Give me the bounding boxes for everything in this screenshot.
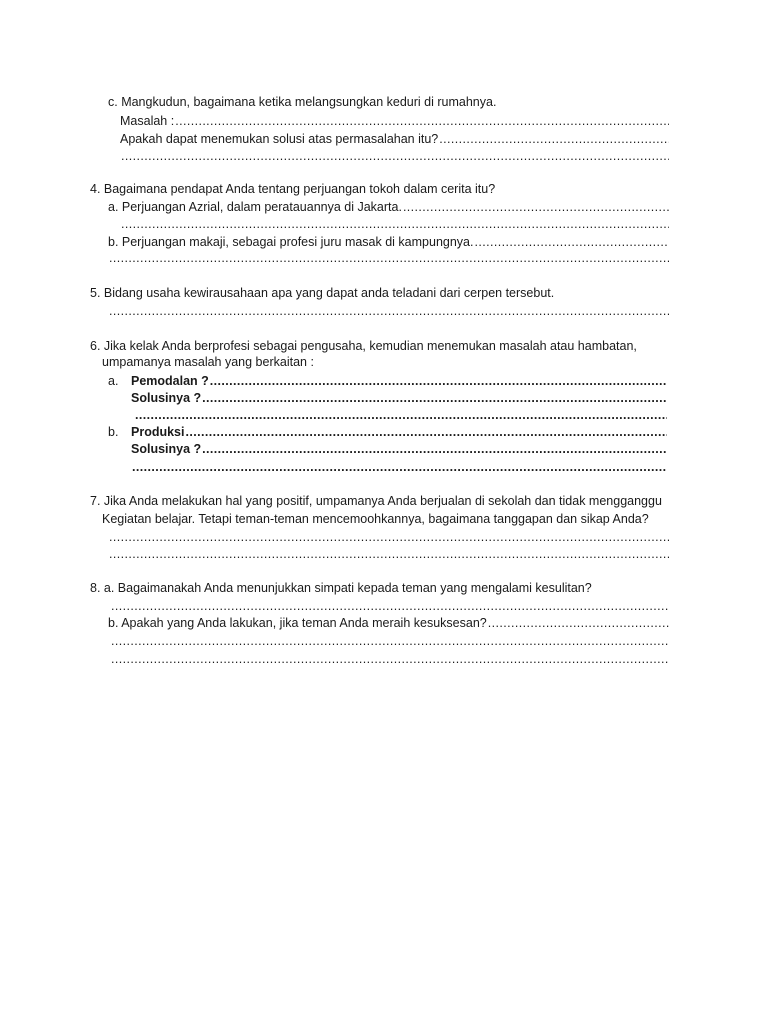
q4-b-line[interactable]: b. Perjuangan makaji, sebagai profesi juru masak di kampungnya. ..... — [108, 234, 669, 250]
q6-a-line[interactable]: a. Pemodalan ? ..... — [108, 373, 667, 389]
item-c-answer-line[interactable] — [120, 148, 669, 164]
q6-question-line1: 6. Jika kelak Anda berprofesi sebagai pengusaha, kemudian menemukan masalah atau hambatan, — [90, 339, 637, 353]
q6-b-solusi-line[interactable]: Solusinya ? ..... — [131, 441, 667, 457]
answer-dots — [403, 199, 669, 215]
answer-dots — [488, 615, 669, 631]
item-c-solusi-line[interactable]: Apakah dapat menemukan solusi atas permasalahan itu? ..... — [120, 131, 669, 147]
answer-dots — [111, 651, 669, 667]
answer-dots — [135, 407, 667, 423]
answer-dots — [121, 216, 669, 232]
answer-dots — [109, 546, 669, 562]
q6-b-answer-line[interactable] — [131, 459, 667, 475]
q6-a-answer-line[interactable] — [134, 407, 667, 423]
answer-dots — [202, 441, 667, 457]
q5-question: 5. Bidang usaha kewirausahaan apa yang dapat anda teladani dari cerpen tersebut. — [90, 286, 555, 300]
q6-question-line2: umpamanya masalah yang berkaitan : — [102, 355, 314, 369]
answer-dots — [111, 633, 669, 649]
item-c-masalah-line[interactable]: Masalah : ..... — [120, 113, 669, 129]
q8-a-answer-line[interactable] — [110, 598, 669, 614]
q8-a-question: 8. a. Bagaimanakah Anda menunjukkan simpati kepada teman yang mengalami kesulitan? — [90, 581, 592, 595]
answer-dots — [132, 459, 667, 475]
answer-dots — [111, 598, 669, 614]
q8-b-answer-line-2[interactable] — [110, 651, 669, 667]
answer-dots — [109, 303, 669, 319]
answer-dots — [109, 529, 669, 545]
q4-a-line[interactable]: a. Perjuangan Azrial, dalam peratauannya di Jakarta. ..... — [108, 199, 669, 215]
answer-dots — [475, 234, 670, 250]
answer-dots — [202, 390, 667, 406]
q4-question: 4. Bagaimana pendapat Anda tentang perjuangan tokoh dalam cerita itu? — [90, 182, 496, 196]
answer-dots — [186, 424, 668, 440]
q4-a-answer-line[interactable] — [120, 216, 669, 232]
q7-answer-line-1[interactable] — [108, 529, 669, 545]
q7-answer-line-2[interactable] — [108, 546, 669, 562]
item-c-question: c. Mangkudun, bagaimana ketika melangsungkan keduri di rumahnya. — [108, 95, 497, 109]
q6-b-line[interactable]: b. Produksi ..... — [108, 424, 667, 440]
q4-b-answer-line[interactable] — [108, 250, 669, 266]
q7-question-line1: 7. Jika Anda melakukan hal yang positif, umpamanya Anda berjualan di sekolah dan tidak mengganggu — [90, 494, 662, 508]
answer-dots — [439, 131, 669, 147]
q8-b-line[interactable]: b. Apakah yang Anda lakukan, jika teman Anda meraih kesuksesan? ..... — [108, 615, 669, 631]
answer-dots — [109, 250, 669, 266]
q8-b-answer-line-1[interactable] — [110, 633, 669, 649]
answer-dots — [210, 373, 667, 389]
answer-dots — [175, 113, 669, 129]
answer-dots — [121, 148, 669, 164]
q5-answer-line[interactable] — [108, 303, 669, 319]
q7-question-line2: Kegiatan belajar. Tetapi teman-teman mencemoohkannya, bagaimana tanggapan dan sikap Anda? — [102, 512, 649, 526]
q6-a-solusi-line[interactable]: Solusinya ? ..... — [131, 390, 667, 406]
